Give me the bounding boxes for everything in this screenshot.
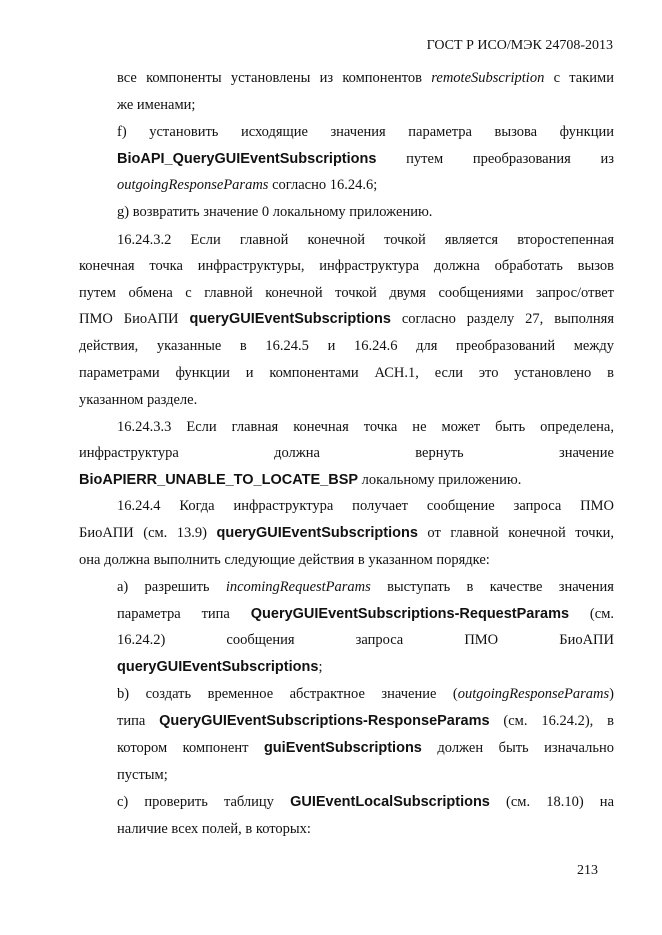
text-run: инфраструктура должна вернуть значение — [79, 445, 614, 461]
text-line — [79, 365, 614, 383]
text-line — [79, 285, 614, 303]
text-line — [117, 821, 614, 839]
text-run: пустым; — [117, 767, 168, 783]
text-line — [117, 767, 614, 785]
text-run: c) проверить таблицу — [117, 794, 291, 810]
text-line — [117, 498, 614, 516]
code-identifier: QueryGUIEventSubscriptions-RequestParams — [250, 606, 570, 622]
text-line — [117, 632, 614, 650]
text-line — [117, 794, 614, 812]
text-run: выступать в качестве значения — [370, 579, 614, 595]
text-run: параметрами функции и компонентами АСН.1, если это установлено в — [79, 365, 614, 381]
italic-term: outgoingResponseParams — [457, 686, 610, 702]
text-line — [117, 124, 614, 142]
italic-term: incomingRequestParams — [225, 579, 371, 595]
text-run: 16.24.4 Когда инфраструктура получает сообщение запроса ПМО — [117, 498, 614, 514]
text-run: согласно разделу 27, выполняя — [390, 311, 614, 327]
text-run: наличие всех полей, в которых: — [117, 821, 311, 837]
text-run: она должна выполнить следующие действия в указанном порядке: — [79, 552, 490, 568]
text-line — [79, 472, 614, 490]
text-run: (см. 18.10) на — [489, 794, 615, 810]
text-run: а) разрешить — [117, 579, 226, 595]
code-identifier: BioAPIERR_UNABLE_TO_LOCATE_BSP — [79, 472, 359, 488]
text-run: БиоАПИ (см. 13.9) — [79, 525, 217, 541]
text-run: f) установить исходящие значения параметра вызова функции — [117, 124, 614, 140]
text-run: g) возвратить значение 0 локальному приложению. — [117, 204, 433, 220]
italic-term: outgoingResponseParams — [117, 177, 269, 193]
text-run: указанном разделе. — [79, 392, 198, 408]
text-run: котором компонент — [117, 740, 264, 756]
text-line — [117, 606, 614, 624]
code-identifier: queryGUIEventSubscriptions — [117, 659, 319, 675]
text-line — [79, 338, 614, 356]
text-line — [79, 311, 614, 329]
text-run: должен быть изначально — [421, 740, 614, 756]
document-header: ГОСТ Р ИСО/МЭК 24708-2013 — [426, 38, 613, 53]
text-run: согласно 16.24.6; — [268, 177, 378, 193]
text-run: 16.24.2) сообщения запроса ПМО БиоАПИ — [117, 632, 614, 648]
text-line — [117, 579, 614, 597]
code-identifier: queryGUIEventSubscriptions — [189, 311, 391, 327]
text-line — [79, 445, 614, 463]
text-line — [117, 659, 614, 677]
code-identifier: queryGUIEventSubscriptions — [216, 525, 418, 541]
text-run: (см. — [569, 606, 614, 622]
text-line — [117, 232, 614, 250]
italic-term: remoteSubscription — [431, 70, 545, 86]
text-run: ПМО БиоАПИ — [79, 311, 190, 327]
text-run: конечная точка инфраструктуры, инфраструктура должна обработать вызов — [79, 258, 614, 274]
page-number: 213 — [577, 863, 598, 878]
text-run: же именами; — [117, 97, 196, 113]
text-run: путем обмена с главной конечной точкой двумя сообщениями запрос/ответ — [79, 285, 614, 301]
text-line — [117, 70, 614, 88]
text-line — [117, 97, 614, 115]
text-run: b) создать временное абстрактное значение ( — [117, 686, 458, 702]
text-run: путем преобразования из — [376, 151, 614, 167]
text-line — [117, 419, 614, 437]
text-line — [79, 552, 614, 570]
code-identifier: GUIEventLocalSubscriptions — [290, 794, 490, 810]
text-line — [117, 740, 614, 758]
text-run: локальному приложению. — [358, 472, 522, 488]
text-line — [117, 713, 614, 731]
code-identifier: guiEventSubscriptions — [263, 740, 422, 756]
text-run: (см. 16.24.2), в — [489, 713, 614, 729]
text-line — [117, 177, 614, 195]
text-line — [79, 392, 614, 410]
text-line — [117, 686, 614, 704]
text-run: параметра типа — [117, 606, 251, 622]
text-line — [117, 204, 614, 222]
text-run: ) — [609, 686, 614, 702]
text-run: 16.24.3.2 Если главной конечной точкой является второстепенная — [117, 232, 614, 248]
text-line — [79, 258, 614, 276]
text-run: все компоненты установлены из компонентов — [117, 70, 432, 86]
text-run: от главной конечной точки, — [417, 525, 614, 541]
text-line — [79, 525, 614, 543]
text-run: с такими — [544, 70, 614, 86]
code-identifier: QueryGUIEventSubscriptions-ResponseParams — [159, 713, 490, 729]
code-identifier: BioAPI_QueryGUIEventSubscriptions — [117, 151, 377, 167]
text-run: типа — [117, 713, 160, 729]
text-run: действия, указанные в 16.24.5 и 16.24.6 для преобразований между — [79, 338, 614, 354]
text-run: 16.24.3.3 Если главная конечная точка не может быть определена, — [117, 419, 614, 435]
text-line — [117, 151, 614, 169]
text-run: ; — [318, 659, 323, 675]
